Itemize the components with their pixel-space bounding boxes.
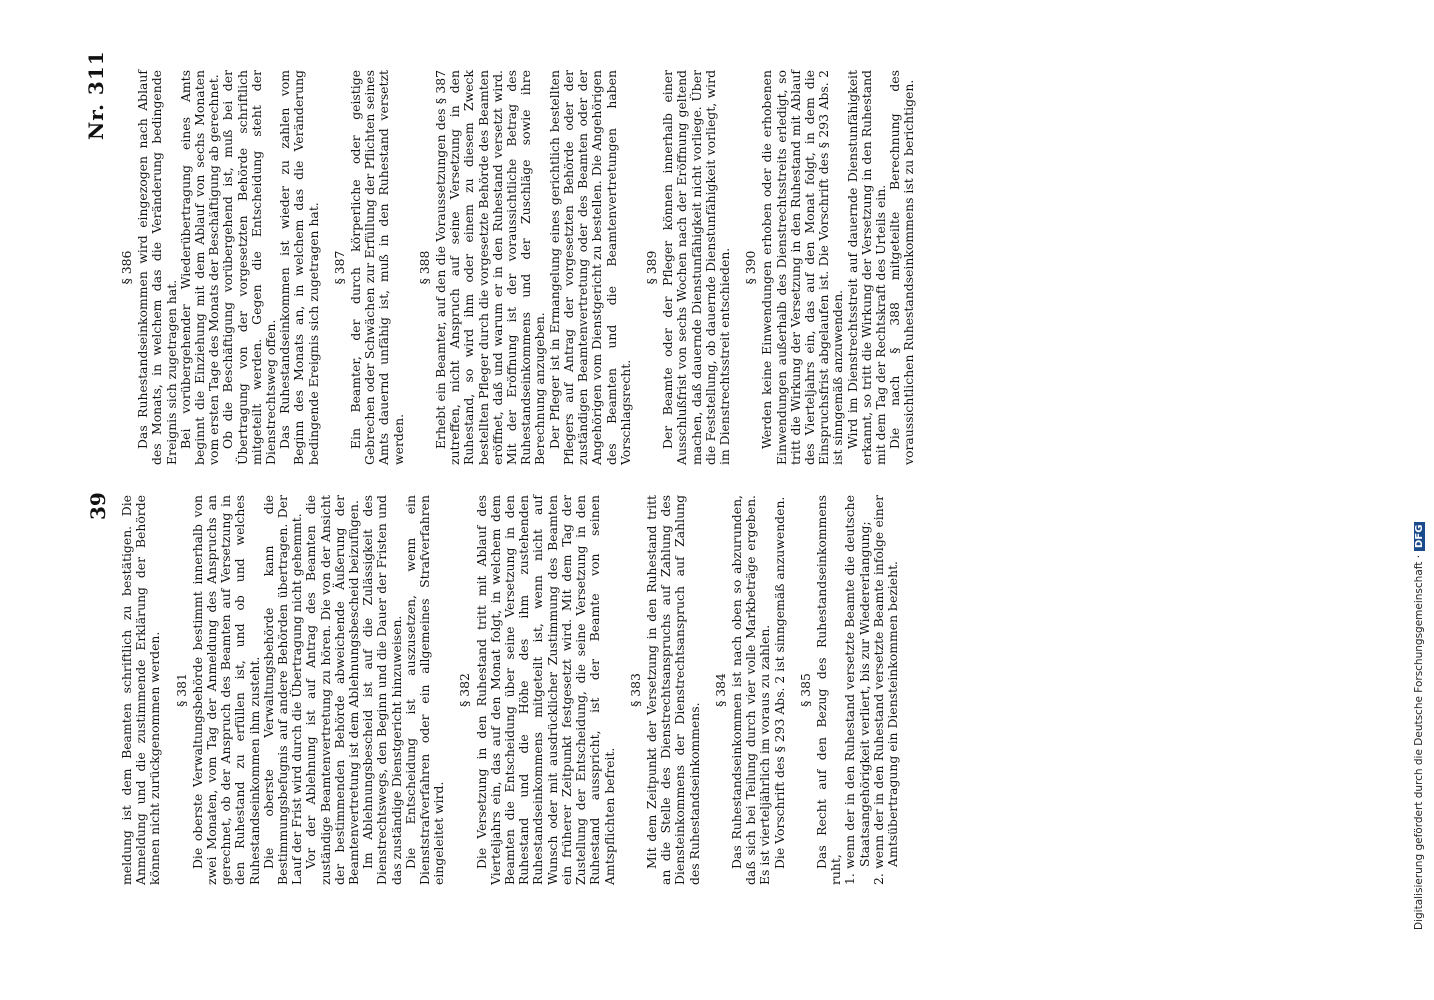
dfg-logo: DFG [1414, 522, 1425, 551]
paragraph: Werden keine Einwendungen erhoben oder die erhobenen Einwendungen außerhalb des Dienstrechtsstreits erledigt, so tritt die Wirkung der Versetzung in den Ruhestand mit Ablauf des Vierteljahrs ein, das auf den Monat folgt, in dem die Einspruchsfrist abgelaufen ist. Die Vorschrift des § 293 Abs. 2 ist sinngemäß anzuwenden. [759, 70, 846, 465]
paragraph: Wird im Dienstrechtsstreit auf dauernde Dienstunfähigkeit erkannt, so tritt die Wirkung der Versetzung in den Ruhestand mit dem Tag der Rechtskraft des Urteils ein. [844, 70, 888, 465]
paragraph: Bei vorübergehender Wiederübertragung eines Amts beginnt die Einziehung mit dem Ablauf von sechs Monaten vom ersten Tage des Monats der Beschäftigung ab gerechnet. [177, 70, 222, 465]
section-heading-381: § 381 [173, 673, 189, 707]
paragraph: Vor der Ablehnung ist auf Antrag des Beamten die zuständige Beamtenvertretung zu hören. Die von der Ansicht der bestimmenden Behörde abweichende Äußerung der Beamtenvertretung ist dem Ablehnungsbescheid beizufügen. [303, 495, 362, 885]
paragraph: Das Ruhestandseinkommen ist nach oben so abzurunden, daß sich bei Teilung durch vier volle Markbeträge ergeben. Es ist vierteljährlich im voraus zu zahlen. [728, 495, 773, 885]
paragraph: Mit dem Zeitpunkt der Versetzung in den Ruhestand tritt an die Stelle des Dienstrechtsanspruchs auf Zahlung des Diensteinkommens der Dienstrechtsanspruch auf Zahlung des Ruhestandseinkommens. [643, 495, 702, 885]
section-heading-389: § 389 [643, 250, 659, 285]
paragraph: Ein Beamter, der durch körperliche oder geistige Gebrechen oder Schwächen zur Erfüllung der Pflichten seines Amts dauernd unfähig ist, muß in den Ruhestand versetzt werden. [348, 70, 406, 465]
intro-paragraph: meldung ist dem Beamten schriftlich zu bestätigen. Die Anmeldung und die zustimmende Erklärung der Behörde können nicht zurückgenommen werden. [119, 495, 163, 885]
section-heading-383: § 383 [627, 673, 643, 707]
section-heading-386: § 386 [119, 250, 134, 285]
section-heading-388: § 388 [416, 250, 432, 285]
section-heading-390: § 390 [743, 250, 759, 285]
paragraph: Der Pfleger ist in Ermangelung eines gerichtlich bestellten Pflegers auf Antrag der vorgesetzten Behörde oder der zuständigen Beamtenvertretung oder des Beamten oder der Angehörigen vom Dienstgericht zu bestellen. Die Angehörigen des Beamten und die Beamtenvertretungen haben Vorschlagsrecht. [546, 70, 633, 465]
paragraph: Das Ruhestandseinkommen wird eingezogen nach Ablauf des Monats, in welchem das die Veränderung bedingende Ereignis sich zugetragen hat. [135, 70, 179, 465]
paragraph: Das Ruhestandseinkommen ist wieder zu zahlen vom Beginn des Monats an, in welchem das die Veränderung bedingende Ereignis sich zugetragen hat. [277, 70, 321, 465]
page-number: 39 [86, 492, 110, 520]
paragraph: Das Recht auf den Bezug des Ruhestandseinkommens ruht, [813, 495, 844, 885]
paragraph: Die Entscheidung ist auszusetzen, wenn ein Dienststrafverfahren oder ein allgemeines Strafverfahren eingeleitet wird. [402, 495, 447, 885]
paragraph: Die nach § 388 mitgeteilte Berechnung des voraussichtlichen Ruhestandseinkommens ist zu berichtigen. [887, 70, 917, 465]
list-item: 2. wenn der in den Ruhestand versetzte Beamte infolge einer Amtsübertragung ein Diensteinkommen bezieht. [870, 495, 900, 885]
list-item: 1. wenn der in den Ruhestand versetzte Beamte die deutsche Staatsangehörigkeit verliert, bis zur Wiedererlangung; [842, 495, 872, 885]
paragraph: Die Versetzung in den Ruhestand tritt mit Ablauf des Vierteljahrs ein, das auf den Monat folgt, in welchem dem Beamten die Entscheidung über seine Versetzung in den Ruhestand und die Höhe des ihm zustehenden Ruhestandseinkommens mitgeteilt ist, wenn nicht auf Wunsch oder mit ausdrücklicher Zustimmung des Beamten ein früherer Zeitpunkt festgesetzt wird. Mit dem Tag der Zustellung der Entscheidung, die seine Versetzung in den Ruhestand ausspricht, ist der Beamte von seinen Amtspflichten befreit. [473, 495, 617, 885]
paragraph: Im Ablehnungsbescheid ist auf die Zulässigkeit des Dienstrechtswegs, den Beginn und die Dauer der Fristen und das zuständige Dienstgericht hinzuweisen. [360, 495, 404, 885]
section-heading-384: § 384 [712, 673, 728, 707]
paragraph: Ob die Beschäftigung vorübergehend ist, muß bei der Übertragung von der vorgesetzten Behörde schriftlich mitgeteilt werden. Gegen die Entscheidung steht der Dienstrechtsweg offen. [220, 70, 279, 465]
section-heading-382: § 382 [457, 673, 473, 707]
footer-text: Digitalisierung gefördert durch die Deutsche Forschungsgemeinschaft · [1413, 554, 1425, 930]
digitization-footer [1413, 30, 1425, 930]
paragraph: Die oberste Verwaltungsbehörde kann die Bestimmungsbefugnis auf andere Behörden übertragen. Der Lauf der Frist wird durch die Übertragung nicht gehemmt. [260, 495, 305, 885]
section-heading-385: § 385 [797, 673, 813, 707]
section-heading-387: § 387 [331, 250, 347, 285]
paragraph: Der Beamte oder der Pfleger können innerhalb einer Ausschlußfrist von sechs Wochen nach der Eröffnung geltend machen, daß dauernde Dienstunfähigkeit nicht vorliege. Über die Feststellung, ob dauernde Dienstunfähigkeit vorliegt, wird im Dienstrechtsstreit entschieden. [660, 70, 732, 465]
issue-label: Nr. 311 [84, 50, 108, 140]
left-column [120, 495, 900, 885]
paragraph: Die Vorschrift des § 293 Abs. 2 ist sinngemäß anzuwenden. [771, 496, 787, 869]
paragraph: Die oberste Verwaltungsbehörde bestimmt innerhalb von zwei Monaten, vom Tag der Anmeldung des Anspruchs an gerechnet, ob der Anspruch des Beamten auf Versetzung in den Ruhestand zu erfüllen ist, und ob und welches Ruhestandseinkommen ihm zusteht. [189, 495, 262, 885]
paragraph: Erhebt ein Beamter, auf den die Voraussetzungen des § 387 zutreffen, nicht Anspruch auf seine Versetzung in den Ruhestand, so wird ihm oder einem zu diesem Zweck bestellten Pfleger durch die vorgesetzte Behörde des Beamten eröffnet, daß und warum er in den Ruhestand versetzt wird. Mit der Eröffnung ist der voraussichtliche Betrag des Ruhestandseinkommens und der Zuschläge sowie ihre Berechnung anzugeben. [433, 70, 548, 465]
right-column [120, 70, 917, 465]
